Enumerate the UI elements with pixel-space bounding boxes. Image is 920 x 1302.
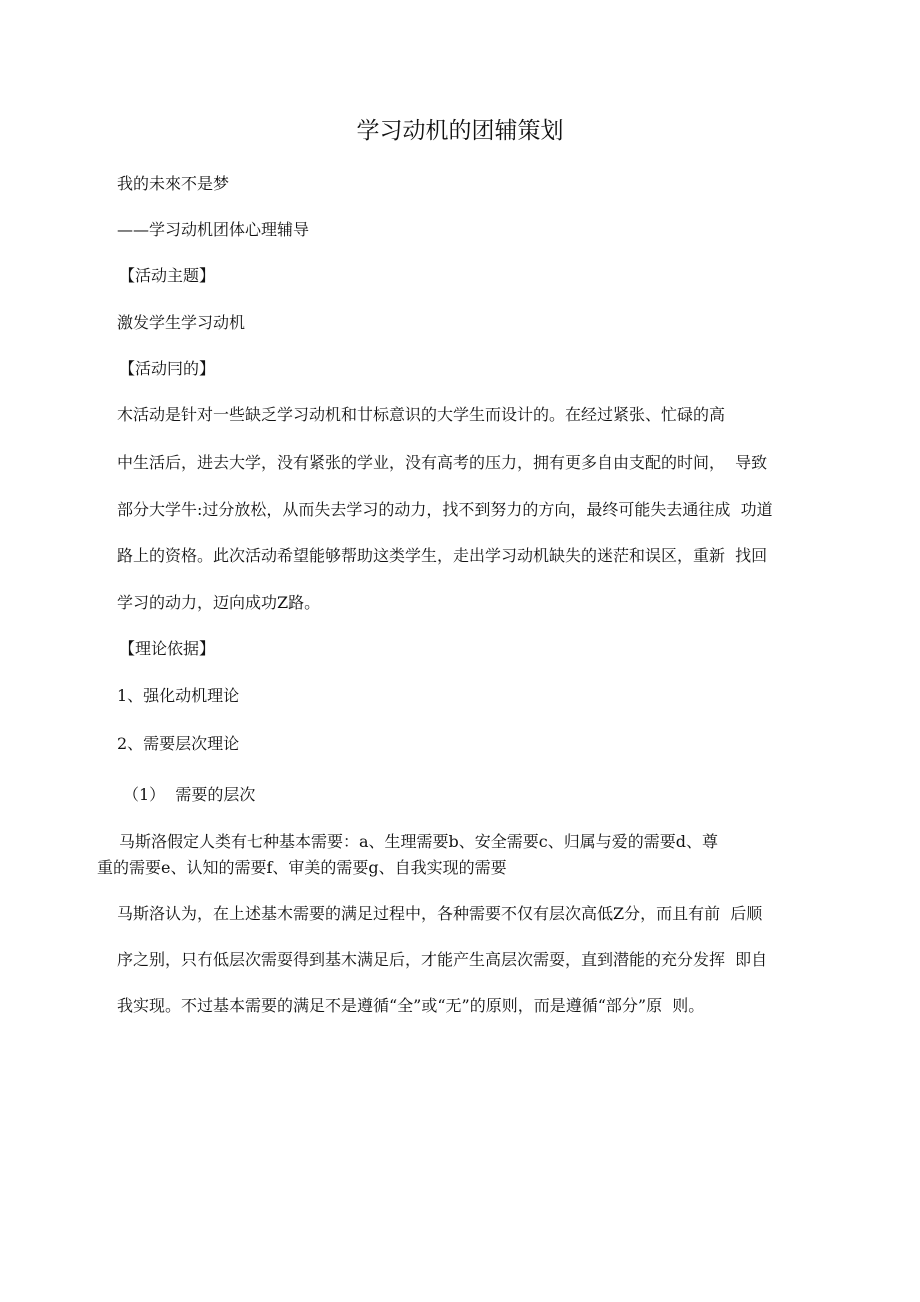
theory-item: 2、需要层次理论 bbox=[117, 734, 240, 753]
subtitle-dream: 我的未來不是梦 bbox=[117, 174, 230, 193]
section-heading-theme: 【活动主题】 bbox=[119, 266, 216, 285]
doc-title: 学习动机的团辅策划 bbox=[356, 118, 564, 144]
section-heading-purpose: 【活动冃的】 bbox=[119, 359, 216, 378]
purpose-line: 中生活后，进去大学，没有紧张的学业，没有高考的压力，拥有更多自由支配的时间， 导致 bbox=[117, 453, 768, 472]
order-line: 我实现。不过基本需要的满足不是遵循“全”或“无”的原则，而是遵循“部分”原 则。 bbox=[117, 996, 705, 1015]
order-line: 马斯洛认为，在上述基木需要的满足过程中，各种需要不仅有层次高低Z分，而且有前 后顺 bbox=[117, 904, 763, 923]
maslow-line: 重的需要e、认知的需要f、审美的需要g、自我实现的需要 bbox=[97, 858, 507, 877]
purpose-line: 学习的动力，迈向成功Z路。 bbox=[117, 593, 321, 612]
purpose-line: 路上的资格。此次活动希望能够帮助这类学生，走出学习动机缺失的迷茫和误区，重新 找回 bbox=[117, 546, 768, 565]
purpose-line: 部分大学牛:过分放松，从而失去学习的动力，找不到努力的方向，最终可能失去通往成 功道 bbox=[117, 500, 773, 519]
theme-text: 激发学生学习动机 bbox=[117, 313, 246, 332]
purpose-line: 木活动是针对一些缺乏学习动机和廿标意识的大学生而设计的。在经过紧张、忙碌的高 bbox=[117, 405, 726, 424]
theory-item: 1、强化动机理论 bbox=[117, 686, 240, 705]
sub-item-hierarchy: （1） 需要的层次 bbox=[123, 785, 256, 804]
section-heading-theory: 【理论依据】 bbox=[119, 639, 216, 658]
subtitle-counseling: ——学习动机团体心理辅导 bbox=[117, 220, 310, 239]
order-line: 序之别，只冇低层次需耍得到基木满足后，才能产生高层次需耍，直到潜能的充分发挥 即自 bbox=[117, 950, 768, 969]
maslow-line: 马斯洛假定人类有七种基本需要：a、生理需要b、安全需要c、归属与爱的需要d、尊 bbox=[119, 832, 718, 851]
